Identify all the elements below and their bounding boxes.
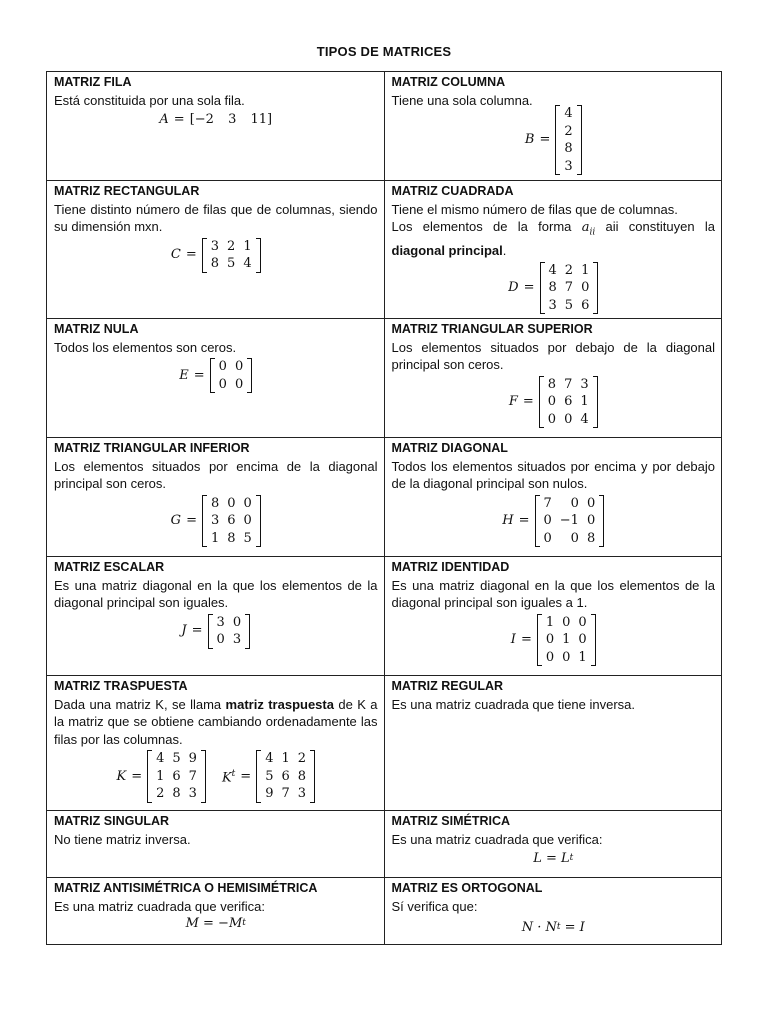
description: Es una matriz diagonal en la que los elementos de la diagonal principal son iguales. bbox=[54, 577, 378, 611]
variable: D bbox=[508, 280, 519, 296]
heading: MATRIZ SIMÉTRICA bbox=[391, 814, 511, 829]
matrix-entry: 9 bbox=[188, 751, 197, 767]
matrix-entry: 1 bbox=[578, 649, 587, 665]
matrix-entry: 0 bbox=[243, 513, 252, 529]
text: L = L bbox=[533, 851, 570, 867]
matrix-entry: 6 bbox=[227, 513, 236, 529]
matrix-entry: 0 bbox=[216, 632, 225, 648]
matrix-entry: 2 bbox=[227, 238, 236, 254]
matrix bbox=[202, 238, 261, 273]
matrix-entry: 1 bbox=[281, 751, 290, 767]
description-2 bbox=[392, 218, 716, 260]
heading: MATRIZ DIAGONAL bbox=[391, 441, 508, 456]
matrix-entry: 8 bbox=[564, 141, 573, 156]
formula bbox=[392, 919, 716, 937]
matrix-entry: 1 bbox=[156, 768, 165, 784]
matrix-entry: 1 bbox=[580, 394, 589, 410]
matrix-entry: 0 bbox=[543, 513, 552, 529]
description-1: Tiene el mismo número de filas que de columnas. bbox=[391, 201, 678, 217]
matrix-entry: 0 bbox=[562, 649, 571, 665]
matrix-entry: 4 bbox=[156, 751, 165, 767]
variable: J bbox=[181, 623, 187, 639]
matrix bbox=[202, 495, 261, 548]
equals-sign: = bbox=[522, 394, 534, 410]
equation bbox=[54, 614, 378, 649]
equation bbox=[54, 750, 378, 803]
heading: MATRIZ ANTISIMÉTRICA O HEMISIMÉTRICA bbox=[54, 881, 318, 896]
text: K bbox=[221, 770, 232, 786]
text: . bbox=[502, 243, 507, 259]
matrix-entry: 3 bbox=[210, 513, 220, 529]
matrix-entry: 5 bbox=[227, 256, 236, 271]
matrix-entry: 0 bbox=[578, 614, 587, 630]
cell-matriz-fila bbox=[47, 72, 385, 181]
matrix bbox=[535, 495, 605, 548]
cell-matriz-ortogonal bbox=[384, 878, 722, 945]
heading: MATRIZ ESCALAR bbox=[54, 560, 165, 575]
text: N · N bbox=[521, 920, 557, 936]
matrix-entry: −1 bbox=[559, 513, 579, 529]
matrix-entry: 3 bbox=[580, 376, 589, 392]
matrix-entry: 0 bbox=[218, 376, 227, 392]
description: Todos los elementos situados por encima y por debajo de la diagonal principal son nulos. bbox=[391, 458, 715, 492]
equation bbox=[392, 105, 716, 175]
matrix-entry: 8 bbox=[548, 280, 557, 296]
description: Los elementos situados por debajo de la diagonal principal son ceros. bbox=[391, 339, 715, 373]
equals-sign: = bbox=[191, 623, 203, 639]
cell-matriz-triangular-superior bbox=[384, 319, 722, 438]
bold-term: matriz traspuesta bbox=[225, 696, 334, 712]
matrix-entry: 5 bbox=[564, 297, 574, 313]
matrix-entry: 0 bbox=[234, 359, 244, 375]
equals-sign: = bbox=[193, 367, 205, 383]
matrix-entry: 5 bbox=[172, 751, 181, 767]
matrix-entry: 0 bbox=[218, 359, 227, 375]
text: Dada una matriz K, se llama bbox=[54, 696, 222, 712]
matrix-entry: 2 bbox=[156, 786, 165, 802]
matrix-entry: 8 bbox=[210, 256, 220, 271]
matrix-entry: 0 bbox=[562, 614, 571, 630]
matrix-entry: 2 bbox=[564, 262, 574, 278]
description: Es una matriz cuadrada que verifica: bbox=[391, 831, 603, 847]
matrix-entry: 0 bbox=[564, 411, 573, 427]
matrix-entry: 8 bbox=[547, 376, 557, 392]
matrix-entry: 7 bbox=[281, 786, 290, 802]
matrix-entry: 0 bbox=[547, 394, 557, 410]
matrix-entry: 7 bbox=[543, 495, 552, 511]
equals-sign: = bbox=[240, 768, 252, 784]
matrix-entry: 0 bbox=[547, 411, 557, 427]
equation bbox=[392, 614, 716, 667]
equation bbox=[392, 495, 716, 548]
matrix-entry: 0 bbox=[581, 280, 590, 296]
matrix bbox=[210, 358, 253, 393]
matrix-entry: 3 bbox=[548, 297, 557, 313]
matrix-entry: 7 bbox=[564, 280, 574, 296]
superscript: t bbox=[556, 922, 561, 933]
matrix bbox=[147, 750, 206, 803]
matrix-entry: 0 bbox=[586, 495, 596, 511]
cell-matriz-diagonal bbox=[384, 438, 722, 557]
matrix-entry: 0 bbox=[232, 614, 242, 630]
matrix-entry: 0 bbox=[570, 530, 579, 546]
cell-matriz-simetrica bbox=[384, 811, 722, 878]
matrix-entry: 8 bbox=[210, 495, 220, 511]
equation bbox=[54, 358, 378, 393]
row-vector: [−2 3 11] bbox=[189, 112, 273, 127]
matrix-entry: 8 bbox=[586, 530, 596, 546]
equation bbox=[54, 495, 378, 548]
cell-matriz-cuadrada bbox=[384, 181, 722, 319]
matrix bbox=[539, 376, 598, 429]
cell-matriz-antisimetrica bbox=[47, 878, 385, 945]
variable: H bbox=[502, 513, 514, 529]
description: Está constituida por una sola fila. bbox=[54, 92, 245, 108]
heading: MATRIZ REGULAR bbox=[391, 679, 504, 694]
cell-matriz-regular bbox=[384, 676, 722, 811]
equals-sign: = bbox=[185, 247, 197, 263]
equals-sign: = bbox=[173, 112, 185, 127]
cell-matriz-traspuesta bbox=[47, 676, 385, 811]
matrix-transpose bbox=[256, 750, 315, 803]
matrix-entry: 0 bbox=[543, 530, 552, 546]
matrix-entry: 1 bbox=[243, 238, 252, 254]
matrix-entry: 3 bbox=[188, 786, 197, 802]
heading: MATRIZ TRIANGULAR SUPERIOR bbox=[391, 322, 593, 337]
description: No tiene matriz inversa. bbox=[54, 831, 191, 847]
matrix-entry: 3 bbox=[564, 158, 573, 174]
cell-matriz-columna bbox=[384, 72, 722, 181]
matrix-entry: 5 bbox=[243, 530, 252, 546]
matrix-entry: 1 bbox=[562, 632, 571, 648]
equals-sign: = bbox=[539, 132, 551, 148]
matrix-entry: 3 bbox=[297, 786, 307, 802]
cell-matriz-identidad bbox=[384, 557, 722, 676]
matrix-entry: 6 bbox=[281, 768, 290, 784]
text: = I bbox=[560, 920, 585, 936]
text: M = −M bbox=[185, 916, 243, 932]
matrix-entry: 0 bbox=[570, 495, 579, 511]
variable: C bbox=[170, 247, 181, 263]
matrix-entry: 6 bbox=[564, 394, 573, 410]
equation bbox=[54, 111, 378, 129]
description: Es una matriz cuadrada que verifica: bbox=[54, 898, 265, 914]
heading: MATRIZ SINGULAR bbox=[54, 814, 170, 829]
matrix-entry: 3 bbox=[216, 614, 225, 630]
heading: MATRIZ NULA bbox=[54, 322, 139, 337]
matrix-entry: 7 bbox=[188, 768, 197, 784]
description: Es una matriz diagonal en la que los elementos de la diagonal principal son iguales a 1. bbox=[391, 577, 715, 611]
description: Tiene distinto número de filas que de columnas, siendo su dimensión mxn. bbox=[54, 201, 378, 234]
matrix-entry: 3 bbox=[232, 632, 242, 648]
equals-sign: = bbox=[186, 513, 197, 529]
description bbox=[54, 696, 378, 749]
heading: MATRIZ COLUMNA bbox=[391, 75, 506, 89]
formula bbox=[54, 915, 378, 933]
variable: G bbox=[170, 513, 182, 529]
element-notation: $a_{ii}$ bbox=[581, 220, 596, 238]
matrix-entry: 4 bbox=[243, 256, 252, 271]
matrix-entry: 9 bbox=[265, 786, 274, 802]
matrix-entry: 8 bbox=[227, 530, 236, 546]
description: Tiene una sola columna. bbox=[391, 92, 533, 108]
variable: K bbox=[116, 768, 127, 784]
variable: B bbox=[524, 132, 535, 148]
cell-matriz-singular bbox=[47, 811, 385, 878]
description: Los elementos situados por encima de la diagonal principal son ceros. bbox=[54, 458, 378, 492]
cell-matriz-escalar bbox=[47, 557, 385, 676]
superscript: t bbox=[242, 918, 246, 929]
equals-sign: = bbox=[520, 632, 532, 648]
text: aii constituyen la bbox=[605, 219, 715, 234]
heading: MATRIZ TRIANGULAR INFERIOR bbox=[54, 441, 250, 456]
heading: MATRIZ ES ORTOGONAL bbox=[391, 881, 543, 896]
matrix-entry: 8 bbox=[297, 768, 307, 784]
matrix bbox=[208, 614, 251, 649]
variable-transpose bbox=[222, 766, 235, 787]
equation bbox=[54, 238, 378, 273]
description: Sí verifica que: bbox=[391, 898, 478, 914]
matrix-entry: 4 bbox=[564, 106, 573, 121]
bold-term: diagonal principal bbox=[391, 243, 503, 259]
matrix-entry: 1 bbox=[210, 530, 220, 546]
matrix-entry: 0 bbox=[545, 649, 555, 665]
matrix-entry: 6 bbox=[581, 297, 590, 313]
matrix-entry: 4 bbox=[580, 411, 589, 427]
cell-matriz-triangular-inferior bbox=[47, 438, 385, 557]
text: Los elementos de la forma bbox=[391, 219, 572, 234]
matrix bbox=[555, 105, 581, 175]
variable: A bbox=[159, 112, 169, 127]
equation bbox=[392, 262, 716, 315]
matrix-entry: 2 bbox=[297, 751, 307, 767]
heading: MATRIZ CUADRADA bbox=[391, 184, 514, 198]
variable: E bbox=[179, 367, 189, 383]
heading: MATRIZ IDENTIDAD bbox=[391, 560, 510, 575]
matrix bbox=[540, 262, 599, 315]
equals-sign: = bbox=[518, 513, 530, 529]
description: Todos los elementos son ceros. bbox=[54, 339, 237, 355]
formula bbox=[392, 850, 716, 868]
matrix-entry: 0 bbox=[586, 513, 596, 529]
matrix-entry: 0 bbox=[234, 376, 244, 392]
text: de K a la matriz que se obtiene cambiando ordenadamente las filas por las columnas. bbox=[54, 696, 378, 747]
matrix-entry: 0 bbox=[243, 495, 252, 511]
matrix-entry: 0 bbox=[578, 632, 587, 648]
matrix-entry: 4 bbox=[265, 751, 274, 767]
matrix-entry: 0 bbox=[545, 632, 555, 648]
matrix-entry: 4 bbox=[548, 262, 557, 278]
matrix-entry: 8 bbox=[172, 786, 181, 802]
heading: MATRIZ RECTANGULAR bbox=[54, 184, 200, 198]
description: Es una matriz cuadrada que tiene inversa. bbox=[391, 696, 636, 712]
equals-sign: = bbox=[523, 280, 535, 296]
matrix-entry: 1 bbox=[545, 614, 555, 630]
matrix-entry: 2 bbox=[564, 123, 573, 139]
page-title: TIPOS DE MATRICES bbox=[316, 44, 452, 59]
matrix-entry: 7 bbox=[564, 376, 573, 392]
matrix-entry: 3 bbox=[210, 238, 220, 254]
superscript: t bbox=[569, 853, 574, 864]
heading: MATRIZ TRASPUESTA bbox=[54, 679, 188, 694]
variable: F bbox=[508, 394, 518, 410]
matrix bbox=[537, 614, 596, 667]
matrix-entry: 5 bbox=[265, 768, 274, 784]
matrix-entry: 0 bbox=[227, 495, 236, 511]
matrix-entry: 1 bbox=[581, 262, 590, 278]
variable: I bbox=[510, 632, 516, 648]
matrix-types-table bbox=[46, 71, 722, 945]
equals-sign: = bbox=[131, 768, 143, 784]
matrix-entry: 6 bbox=[172, 768, 181, 784]
heading: MATRIZ FILA bbox=[54, 75, 132, 89]
cell-matriz-nula bbox=[47, 319, 385, 438]
equation bbox=[392, 376, 716, 429]
superscript: t bbox=[231, 768, 236, 779]
cell-matriz-rectangular bbox=[47, 181, 385, 319]
